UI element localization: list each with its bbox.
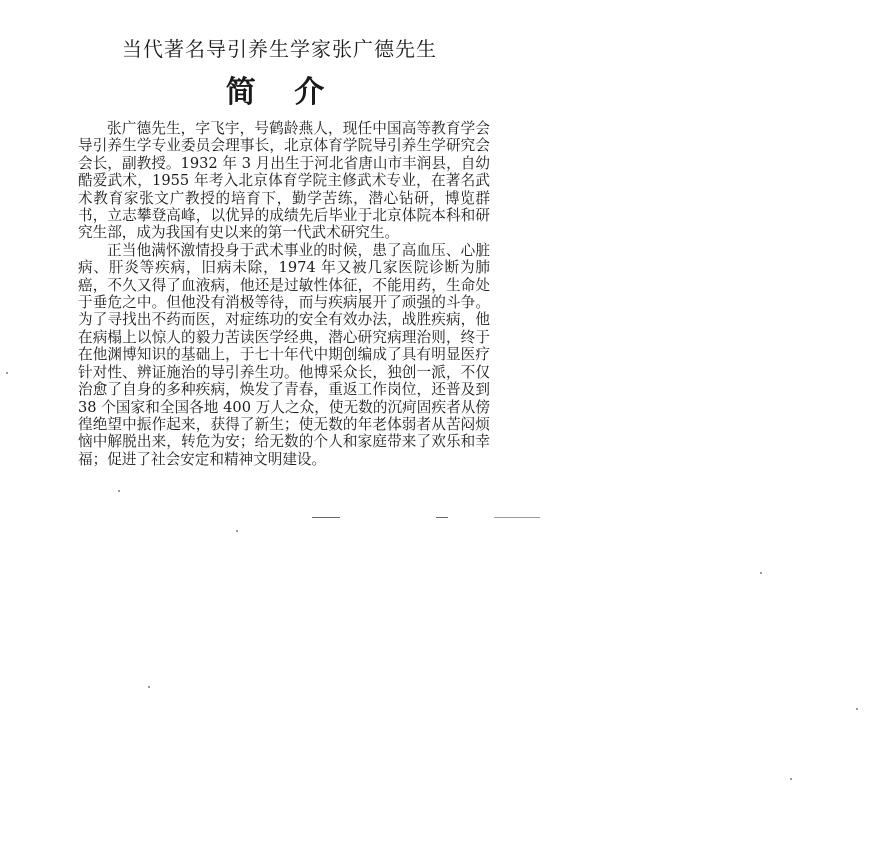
- document-body: [78, 120, 490, 468]
- document-subtitle: 当代著名导引养生学家张广德先生: [122, 37, 437, 61]
- scan-artifact: [790, 778, 792, 780]
- paragraph-achievements: 正当他满怀激情投身于武术事业的时候，患了高血压、心脏病、肝炎等疾病，旧病未除，1974 年又被几家医院诊断为肺癌，不久又得了血液病，他还是过敏性体征，不能用药，生命处于垂危之中。但他没有消极等待，而与疾病展开了顽强的斗争。为了寻找出不药而医，对症练功的安全有效办法，战胜疾病，他在病榻上以惊人的毅力苦读医学经典，潜心研究病理治则，终于在他渊博知识的基础上，于七十年代中期创编成了具有明显医疗针对性、辨证施治的导引养生功。他博采众长，独创一派，不仅治愈了自身的多种疾病，焕发了青春，重返工作岗位，还普及到 38 个国家和全国各地 400 万人之众，使无数的沉疴固疾者从傍徨绝望中振作起来，获得了新生；使无数的年老体弱者从苦闷烦恼中解脱出来，转危为安；给无数的个人和家庭带来了欢乐和幸福；促进了社会安定和精神文明建设。: [78, 241, 490, 468]
- scan-artifact: [760, 572, 762, 574]
- scan-artifact: [118, 490, 120, 492]
- scan-artifact: [312, 517, 340, 518]
- scan-artifact: [6, 372, 8, 374]
- scan-artifact: [436, 517, 448, 518]
- paragraph-biography: 张广德先生，字飞宇，号鹤龄燕人，现任中国高等教育学会导引养生学专业委员会理事长，北京体育学院导引养生学研究会会长，副教授。1932 年 3 月出生于河北省唐山市丰润县，自幼酷爱武术，1955 年考入北京体育学院主修武术专业，在著名武术教育家张文广教授的培育下，勤学苦练，潜心钻研，博览群书，立志攀登高峰，以优异的成绩先后毕业于北京体院本科和研究生部，成为我国有史以来的第一代武术研究生。: [78, 120, 490, 242]
- scan-artifact: [236, 530, 238, 532]
- document-title: 简 介: [225, 75, 339, 110]
- scan-artifact: [494, 517, 540, 518]
- scan-artifact: [148, 686, 150, 688]
- scan-artifact: [856, 708, 858, 710]
